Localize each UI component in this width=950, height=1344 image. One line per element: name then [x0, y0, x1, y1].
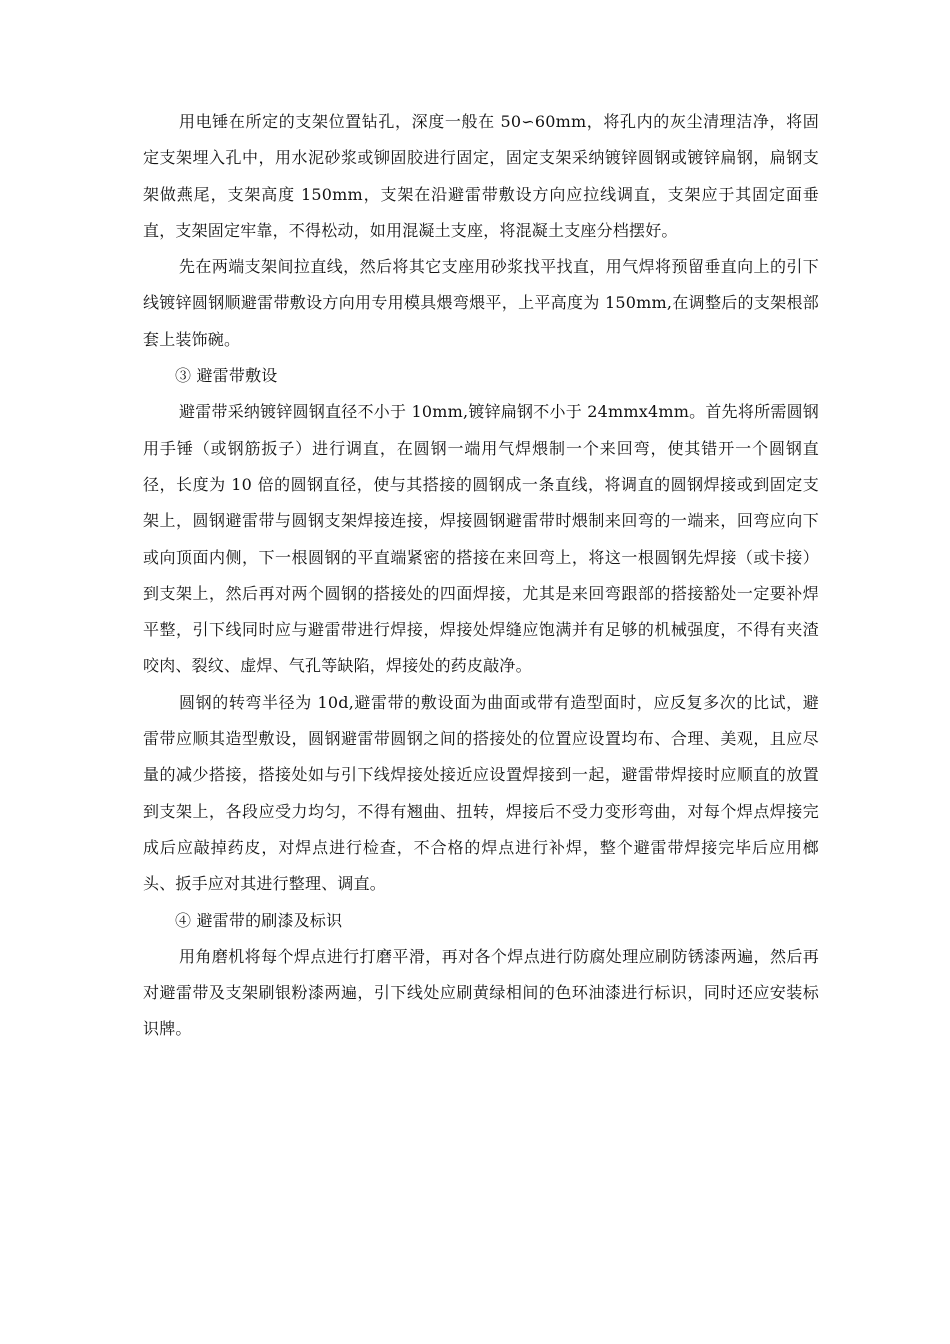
section-heading-lightning-belt-laying: ③ 避雷带敷设	[175, 366, 278, 386]
paragraph-bending-radius: 圆钢的转弯半径为 10d,避雷带的敷设面为曲面或带有造型面时，应反复多次的比试，避雷带应顺其造型敷设，圆钢避雷带圆钢之间的搭接处的位置应设置均布、合理、美观，且应尽量的减少搭接，搭接处如与引下线焊接处接近应设置焊接到一起，避雷带焊接时应顺直的放置到支架上，各段应受力均匀，不得有翘曲、扭转，焊接后不受力变形弯曲，对每个焊点焊接完成后应敲掉药皮，对焊点进行检查，不合格的焊点进行补焊，整个避雷带焊接完毕后应用榔头、扳手应对其进行整理、调直。	[143, 692, 819, 894]
paragraph-string-line: 先在两端支架间拉直线，然后将其它支座用砂浆找平找直，用气焊将预留垂直向上的引下线镀锌圆钢顺避雷带敷设方向用专用模具煨弯煨平，上平高度为 150mm,在调整后的支架根部套上装饰碗。	[143, 257, 819, 349]
paragraph-drilling-supports: 用电锤在所定的支架位置钻孔，深度一般在 50∽60mm，将孔内的灰尘清理洁净，将固定支架埋入孔中，用水泥砂浆或铆固胶进行固定，固定支架采纳镀锌圆钢或镀锌扁钢，扁钢支架做燕尾，支架高度 150mm，支架在沿避雷带敷设方向应拉线调直，支架应于其固定面垂直，支架固定牢靠，不得松动，如用混凝土支座，将混凝土支座分档摆好。	[143, 112, 819, 240]
document-body	[143, 104, 819, 1048]
paragraph-painting-marking: 用角磨机将每个焊点进行打磨平滑，再对各个焊点进行防腐处理应刷防锈漆两遍，然后再对避雷带及支架刷银粉漆两遍，引下线处应刷黄绿相间的色环油漆进行标识，同时还应安装标识牌。	[143, 946, 819, 1039]
section-heading-painting-marking: ④ 避雷带的刷漆及标识	[175, 910, 343, 930]
paragraph-lightning-belt-laying: 避雷带采纳镀锌圆钢直径不小于 10mm,镀锌扁钢不小于 24mmx4mm。首先将所需圆钢用手锤（或钢筋扳子）进行调直，在圆钢一端用气焊煨制一个来回弯，使其错开一个圆钢直径，长度为 10 倍的圆钢直径，使与其搭接的圆钢成一条直线，将调直的圆钢焊接或到固定支架上，圆钢避雷带与圆钢支架焊接连接，焊接圆钢避雷带时煨制来回弯的一端来，回弯应向下或向顶面内侧，下一根圆钢的平直端紧密的搭接在来回弯上，将这一根圆钢先焊接（或卡接）到支架上，然后再对两个圆钢的搭接处的四面焊接，尤其是来回弯跟部的搭接豁处一定要补焊平整，引下线同时应与避雷带进行焊接，焊接处焊缝应饱满并有足够的机械强度，不得有夹渣咬肉、裂纹、虚焊、气孔等缺陷，焊接处的药皮敲净。	[143, 402, 819, 676]
